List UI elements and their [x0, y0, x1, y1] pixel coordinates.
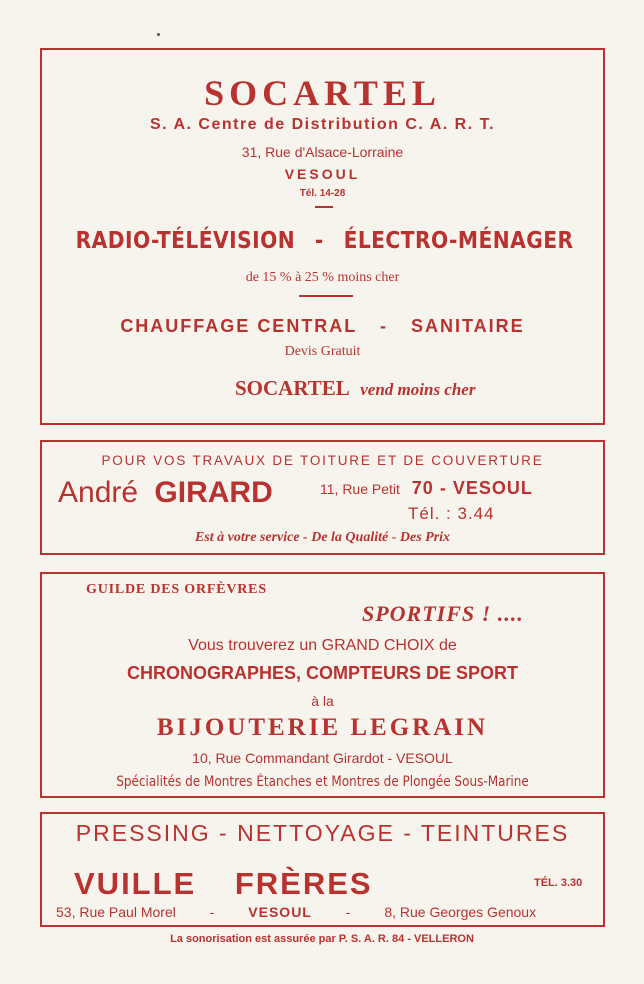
services-left: CHAUFFAGE CENTRAL — [120, 316, 357, 336]
services — [42, 316, 603, 337]
services-right: SANITAIRE — [411, 316, 525, 336]
guild: GUILDE DES ORFÈVRES — [86, 582, 267, 597]
slogan-brand: SOCARTEL — [235, 376, 350, 400]
slogan — [235, 376, 603, 401]
name-last: GIRARD — [154, 476, 273, 509]
footer-credit: La sonorisation est assurée par P. S. A. R. 84 - VELLERON — [170, 933, 474, 945]
speck — [157, 33, 160, 36]
address-1: 53, Rue Paul Morel — [56, 904, 176, 920]
services-separator: - — [380, 316, 388, 336]
services: PRESSING - NETTOYAGE - TEINTURES — [75, 820, 570, 846]
separator-1: - — [209, 904, 215, 920]
city: VESOUL — [284, 166, 361, 182]
brand-subtitle: S. A. Centre de Distribution C. A. R. T. — [149, 116, 496, 133]
postcode-city: 70 - VESOUL — [411, 478, 533, 498]
slogan-text: vend moins cher — [360, 380, 476, 399]
separator-2: - — [345, 904, 351, 920]
name-first: André — [58, 476, 139, 509]
address-2: 8, Rue Georges Genoux — [384, 904, 537, 920]
headline-right: ÉLECTRO-MÉNAGER — [343, 228, 574, 254]
ad-vuille — [40, 812, 605, 927]
line-chronographs: CHRONOGRAPHES, COMPTEURS DE SPORT — [126, 663, 519, 683]
divider — [315, 206, 333, 208]
brand-title: SOCARTEL — [204, 73, 441, 113]
line-choice: Vous trouverez un GRAND CHOIX de — [188, 637, 457, 654]
line-a-la: à la — [311, 693, 334, 709]
phone: TÉL. 3.30 — [534, 877, 583, 889]
business-name — [74, 866, 603, 902]
specialties: Spécialités de Montres Étanches et Montres de Plongée Sous-Marine — [116, 774, 529, 790]
headline — [75, 228, 574, 254]
discount: de 15 % à 25 % moins cher — [245, 270, 400, 285]
shop-address: 10, Rue Commandant Girardot - VESOUL — [192, 750, 453, 766]
address: 11, Rue Petit — [320, 481, 400, 497]
headline-left: RADIO-TÉLÉVISION — [75, 228, 296, 254]
phone: Tél. 14-28 — [299, 188, 346, 199]
city: VESOUL — [248, 904, 312, 920]
headline-separator: - — [314, 228, 324, 254]
sportifs: SPORTIFS ! .... — [362, 601, 524, 626]
address-line — [320, 478, 603, 499]
name-a: VUILLE — [74, 866, 197, 901]
shop-name: BIJOUTERIE LEGRAIN — [156, 714, 489, 741]
name-b: FRÈRES — [234, 866, 373, 901]
ad-legrain — [40, 572, 605, 798]
ad-girard — [40, 440, 605, 555]
intro: POUR VOS TRAVAUX DE TOITURE ET DE COUVERTURE — [101, 453, 544, 468]
address: 31, Rue d'Alsace-Lorraine — [241, 144, 404, 160]
quote: Devis Gratuit — [284, 344, 361, 359]
addresses — [56, 904, 603, 920]
tagline: Est à votre service - De la Qualité - Des Prix — [194, 530, 451, 545]
phone: Tél. : 3.44 — [408, 504, 495, 523]
ad-socartel — [40, 48, 605, 425]
divider-2 — [299, 295, 353, 297]
